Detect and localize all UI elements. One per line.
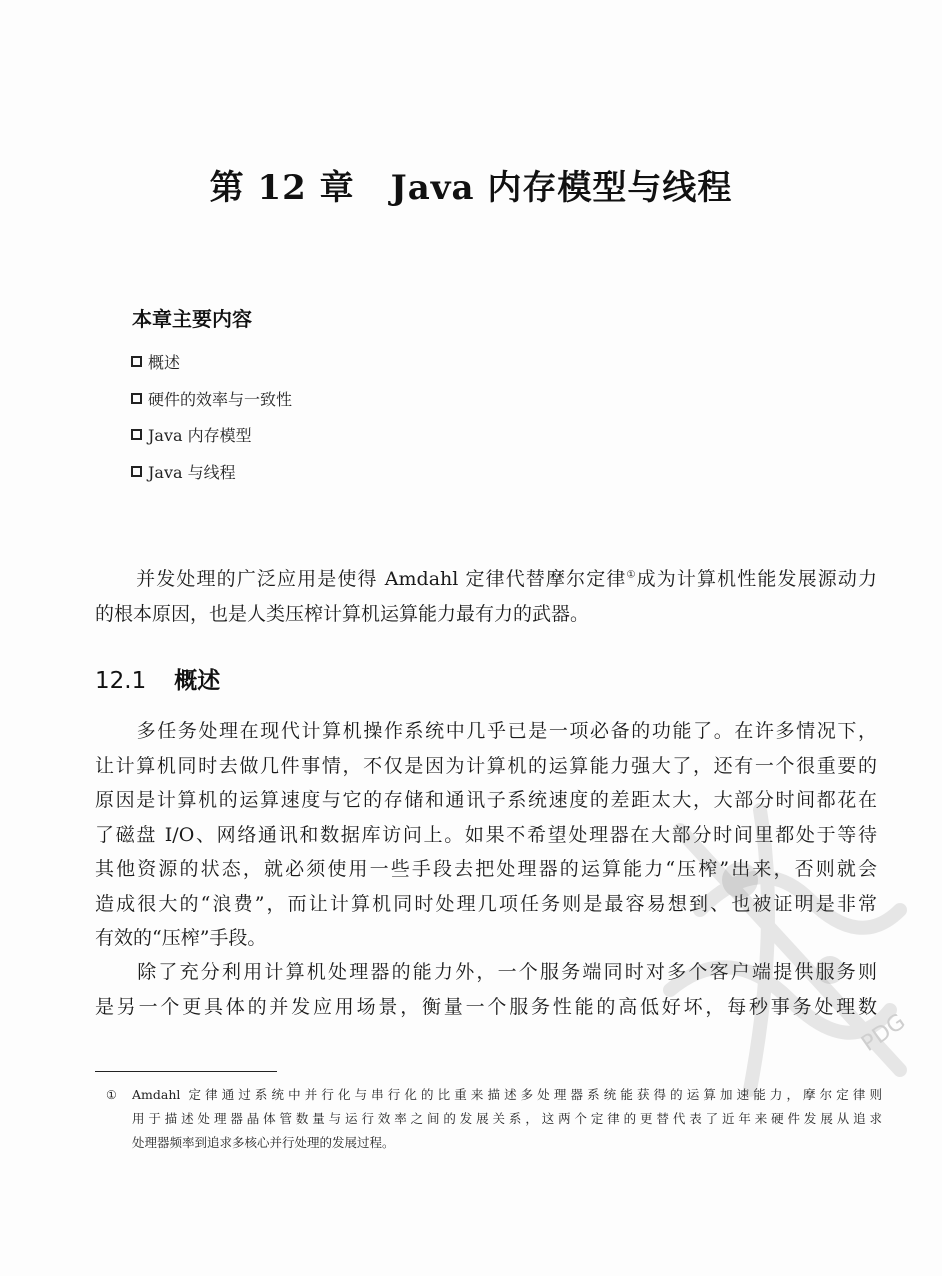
chapter-title-text: Java 内存模型与线程 [390, 168, 733, 208]
footnote-reference[interactable]: ① [626, 569, 637, 581]
toc-heading: 本章主要内容 [132, 307, 252, 331]
checkbox-icon [131, 429, 142, 440]
toc-item-label: 硬件的效率与一致性 [148, 389, 293, 409]
checkbox-icon [131, 466, 142, 477]
intro-line: 并发处理的广泛应用是使得 Amdahl 定律代替摩尔定律 [135, 568, 627, 590]
toc-item [131, 387, 292, 424]
footnote-line: 用于描述处理器晶体管数量与运行效率之间的发展关系，这两个定律的更替代表了近年来硬件发展从追求 [132, 1111, 882, 1126]
toc-item [131, 350, 292, 387]
intro-line: 成为计算机性能发展源动力 [636, 568, 877, 590]
paragraph-line: 有效的“压榨”手段。 [95, 927, 267, 949]
toc-item [131, 423, 292, 460]
footnote [106, 1083, 882, 1155]
toc-list [131, 350, 292, 496]
watermark-text: PDG [857, 1009, 911, 1057]
footnote-line: Amdahl 定律通过系统中并行化与串行化的比重来描述多处理器系统能获得的运算加速能力，摩尔定律则 [132, 1087, 882, 1102]
chapter-title [0, 160, 942, 209]
body-paragraph [95, 955, 877, 1024]
footnote-marker: ① [106, 1088, 117, 1102]
intro-line: 的根本原因，也是人类压榨计算机运算能力最有力的武器。 [95, 602, 590, 625]
paragraph-line: 其他资源的状态，就必须使用一些手段去把处理器的运算能力“压榨”出来，否则就会 [95, 858, 877, 880]
toc-item-label: 概述 [148, 353, 181, 372]
toc-item-label: Java 内存模型 [148, 426, 252, 445]
paragraph-line: 造成很大的“浪费”，而让计算机同时处理几项任务则是最容易想到、也被证明是非常 [95, 892, 877, 915]
paragraph-line: 了磁盘 I/O、网络通讯和数据库访问上。如果不希望处理器在大部分时间里都处于等待 [95, 823, 877, 846]
section-number: 12.1 [95, 668, 147, 694]
chapter-number: 第 12 章 [209, 168, 355, 208]
paragraph-line: 是另一个更具体的并发应用场景，衡量一个服务性能的高低好坏，每秒事务处理数 [95, 995, 877, 1018]
section-title: 概述 [174, 668, 221, 694]
intro-paragraph [95, 562, 877, 631]
paragraph-line: 原因是计算机的运算速度与它的存储和通讯子系统速度的差距太大，大部分时间都花在 [95, 789, 877, 811]
section-heading [95, 662, 220, 695]
footnote-divider [95, 1071, 277, 1072]
toc-item [131, 460, 292, 497]
paragraph-line: 多任务处理在现代计算机操作系统中几乎已是一项必备的功能了。在许多情况下， [135, 720, 877, 742]
paragraph-line: 让计算机同时去做几件事情，不仅是因为计算机的运算能力强大了，还有一个很重要的 [95, 754, 877, 777]
footnote-line: 处理器频率到追求多核心并行处理的发展过程。 [132, 1135, 395, 1150]
checkbox-icon [131, 393, 142, 404]
paragraph-line: 除了充分利用计算机处理器的能力外，一个服务端同时对多个客户端提供服务则 [135, 961, 877, 983]
body-paragraph [95, 714, 877, 956]
checkbox-icon [131, 356, 142, 367]
toc-item-label: Java 与线程 [148, 462, 236, 482]
